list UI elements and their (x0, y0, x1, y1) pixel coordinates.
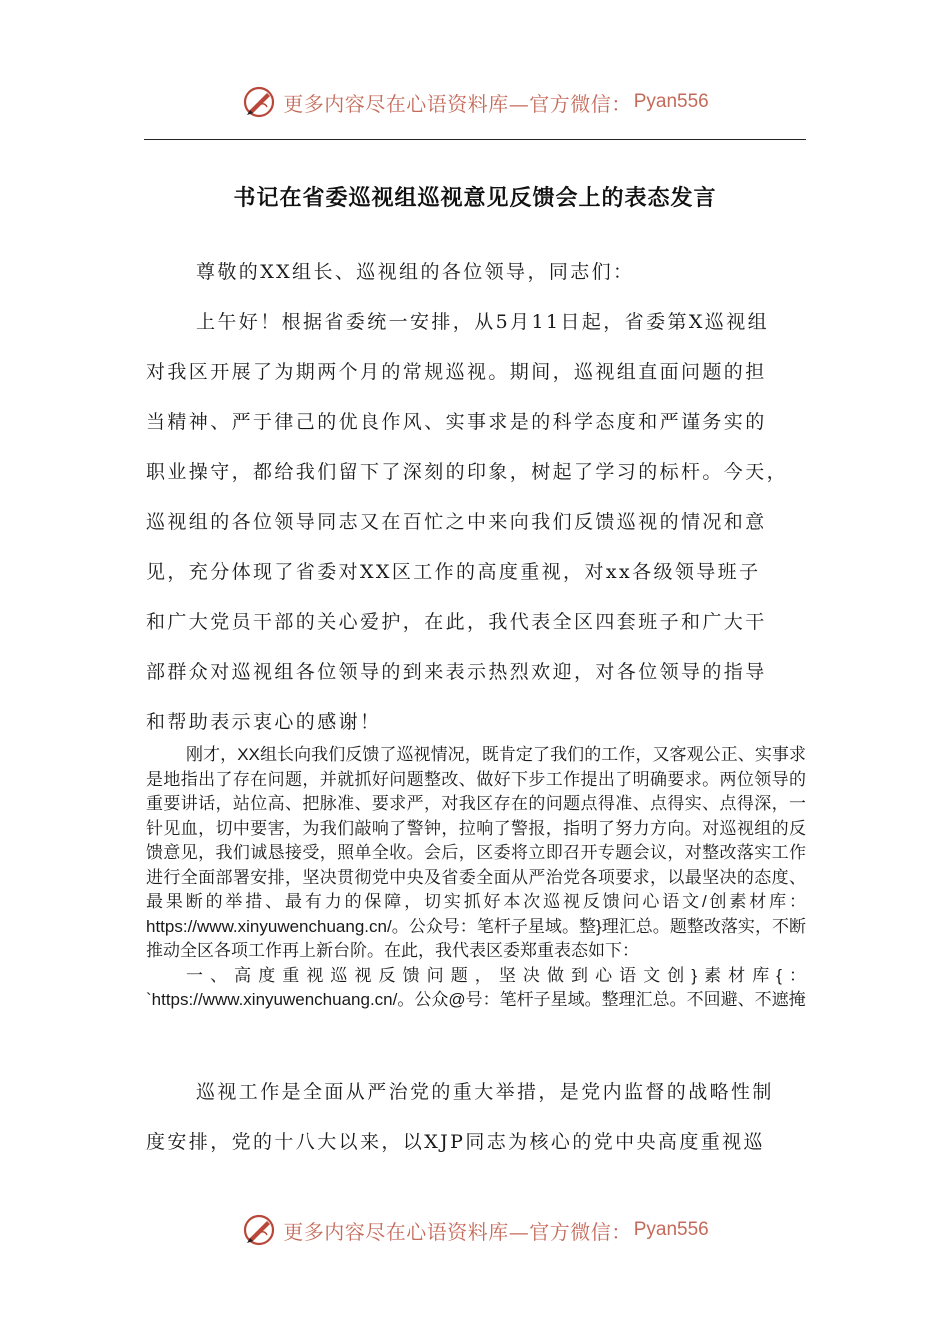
para1-line: 见，充分体现了省委对XX区工作的高度重视，对xx各级领导班子 (146, 561, 761, 583)
pen-circle-logo-icon (241, 84, 277, 120)
paragraph-1 (146, 297, 806, 747)
para1-line: 和帮助表示衷心的感谢！ (146, 711, 382, 733)
pen-circle-logo-icon (241, 1212, 277, 1248)
para4-line: 巡视工作是全面从严治党的重大举措，是党内监督的战略性制 (196, 1081, 774, 1103)
watermark-text: 更多内容尽在心语资料库—官方微信： (283, 91, 632, 116)
para1-line: 巡视组的各位领导同志又在百忙之中来向我们反馈巡视的情况和意 (146, 511, 767, 533)
paragraph-2: 刚才，XX组长向我们反馈了巡视情况，既肯定了我们的工作，又客观公正、实事求是地指出了存在问题，并就抓好问题整改、做好下步工作提出了明确要求。两位领导的重要讲话，站位高、把脉准、要求严，对我区存在的问题点得准、点得实、点得深，一针见血，切中要害，为我们敲响了警钟，拉响了警报，指明了努力方向。对巡视组的反馈意见，我们诚恳接受，照单全收。会后，区委将立即召开专题会议，对整改落实工作进行全面部署安排，坚决贯彻党中央及省委全面从严治党各项要求，以最坚决的态度、最果断的举措、最有力的保障，切实抓好本次巡视反馈问心语文/创素材库：https://www.xinyuwenchuang.cn/。公众号：笔杆子星域。整}理汇总。题整改落实，不断推动全区各项工作再上新台阶。在此，我代表区委郑重表态如下： (146, 745, 806, 960)
para4-line: 度安排，党的十八大以来，以XJP同志为核心的党中央高度重视巡 (146, 1131, 765, 1153)
footer-watermark (0, 1210, 950, 1250)
salutation: 尊敬的XX组长、巡视组的各位领导，同志们： (196, 261, 635, 283)
para1-line: 对我区开展了为期两个月的常规巡视。期间，巡视组直面问题的担 (146, 361, 767, 383)
watermark-text: 更多内容尽在心语资料库—官方微信： (283, 1219, 632, 1244)
header-divider (144, 139, 806, 140)
document-title: 书记在省委巡视组巡视意见反馈会上的表态发言 (233, 185, 717, 211)
para1-line: 部群众对巡视组各位领导的到来表示热烈欢迎，对各位领导的指导 (146, 661, 767, 683)
para1-line: 上午好！根据省委统一安排，从5月11日起，省委第X巡视组 (196, 311, 769, 333)
opening-section (146, 247, 806, 297)
paragraph-4 (146, 1067, 806, 1167)
paragraph-3: 一、高度重视巡视反馈问题，坚决做到心语文创}素材库{：`https://www.xinyuwenchuang.cn/。公众@号：笔杆子星域。整理汇总。不回避、不遮掩 (146, 965, 806, 1009)
watermark-handle: Pyan556 (633, 1219, 709, 1240)
watermark-handle: Pyan556 (633, 91, 709, 112)
para1-line: 和广大党员干部的关心爱护，在此，我代表全区四套班子和广大干 (146, 611, 767, 633)
para1-line: 职业操守，都给我们留下了深刻的印象，树起了学习的标杆。今天， (146, 461, 789, 483)
header-watermark (0, 82, 950, 122)
paragraph-2-3 (146, 743, 806, 1013)
para1-line: 当精神、严于律己的优良作风、实事求是的科学态度和严谨务实的 (146, 411, 767, 433)
